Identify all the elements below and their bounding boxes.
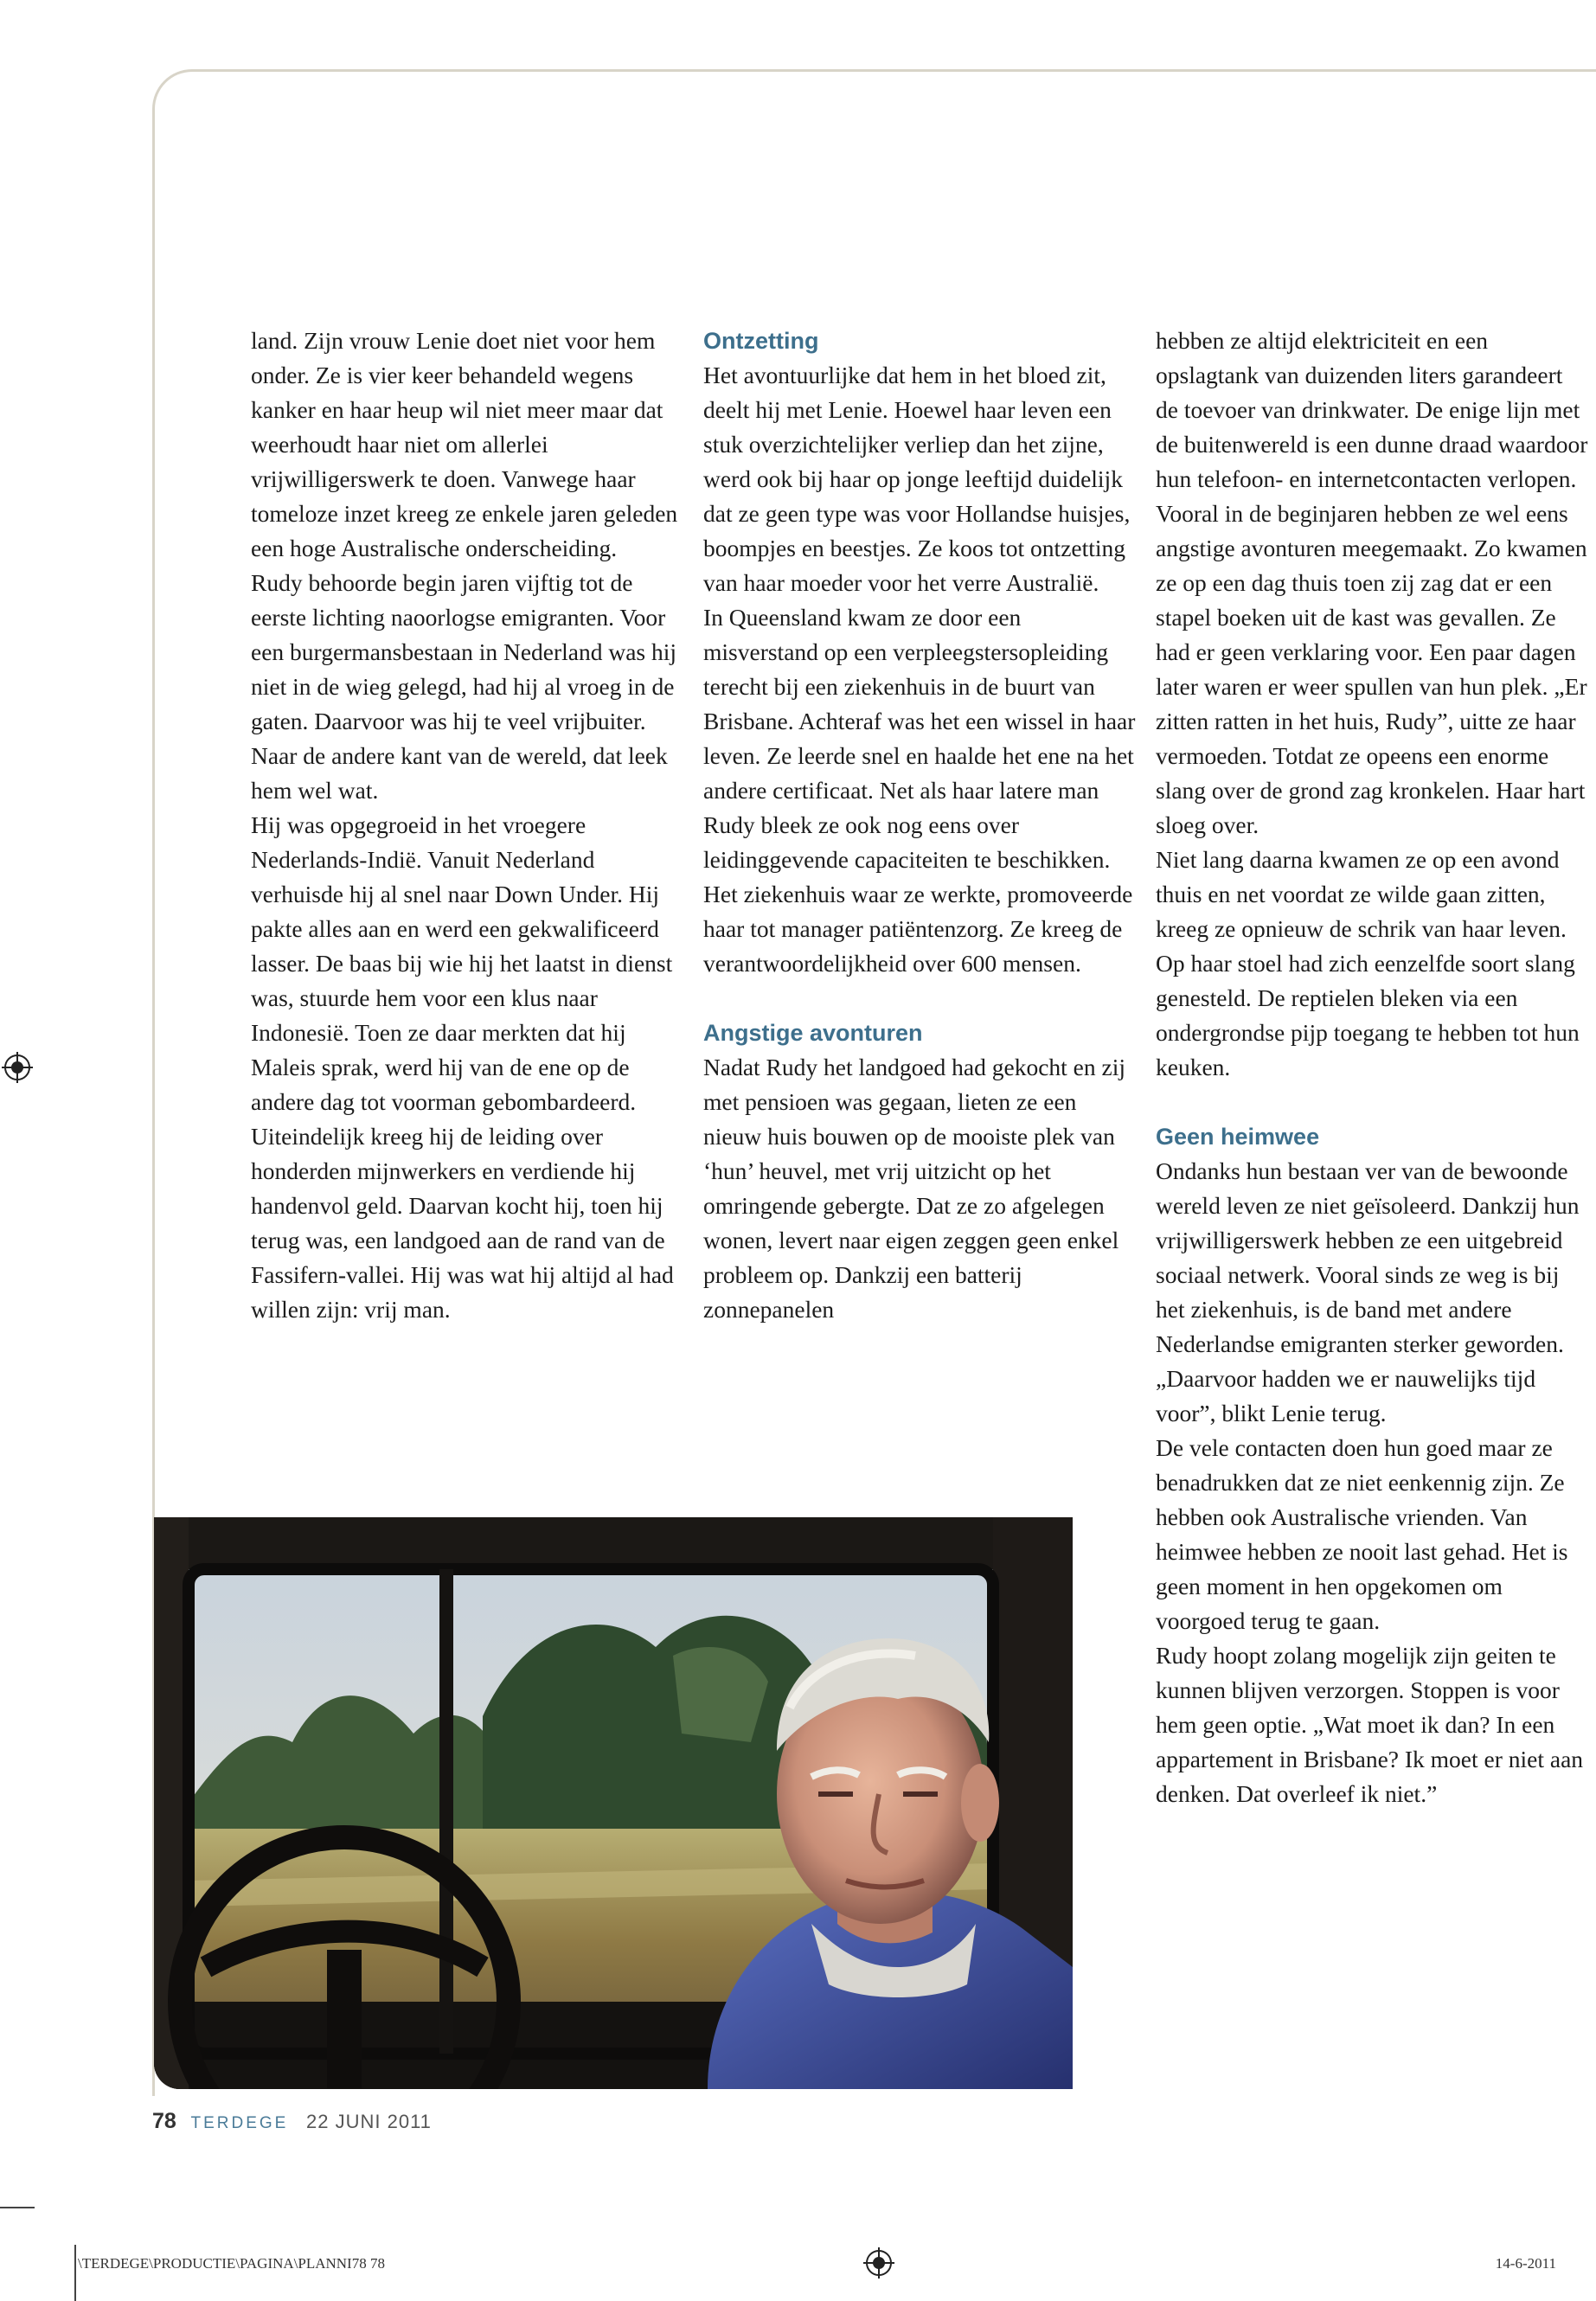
paragraph: Ondanks hun bestaan ver van de bewoonde wereld leven ze niet geïsoleerd. Dankzij hun vrijwilligerswerk hebben ze een uitgebreid sociaal netwerk. Vooral sinds ze weg is bij het ziekenhuis, is de band met andere Nederlandse emigranten sterker geworden. „Daarvoor hadden we er nauwelijks tijd voor”, blikt Lenie terug.	[1156, 1157, 1580, 1426]
paragraph: Hij was opgegroeid in het vroegere Nederlands-Indië. Vanuit Nederland verhuisde hij al snel naar Down Under. Hij pakte alles aan en werd een gekwalificeerd lasser. De baas bij wie hij het laatst in dienst was, stuurde hem voor een klus naar Indonesië. Toen ze daar merkten dat hij Maleis sprak, werd hij van de ene op de andere dag tot voorman gebombardeerd. Uiteindelijk kreeg hij de leiding over honderden mijnwerkers en verdiende hij handenvol geld. Daarvan kocht hij, toen hij terug was, een landgoed aan de rand van de Fassifern-vallei. Hij was wat hij altijd al had willen zijn: vrij man.	[251, 811, 674, 1323]
print-slug-date: 14-6-2011	[1495, 2255, 1556, 2272]
paragraph: Niet lang daarna kwamen ze op een avond thuis en net voordat ze wilde gaan zitten, kreeg ze opnieuw de schrik van haar leven. Op haar stoel had zich eenzelfde soort slang genesteld. De reptielen bleken via een ondergrondse pijp toegang te hebben tot hun keuken.	[1156, 846, 1580, 1080]
crop-mark	[0, 2207, 35, 2208]
paragraph: In Queensland kwam ze door een misverstand op een verpleegstersopleiding terecht bij een ziekenhuis in de buurt van Brisbane. Achteraf was het een wissel in haar leven. Ze leerde snel en haalde het ene na het andere certificaat. Net als haar latere man Rudy bleek ze ook nog eens over leidinggevende capaciteiten te beschikken. Het ziekenhuis waar ze werkte, promoveerde haar tot manager patiëntenzorg. Ze kreeg de verantwoordelijkheid over 600 mensen.	[703, 604, 1136, 977]
paragraph: Rudy hoopt zolang mogelijk zijn geiten te kunnen blijven verzorgen. Stoppen is voor hem geen optie. „Wat moet ik dan? In een appartement in Brisbane? Ik moet er niet aan denken. Dat overleef ik niet.”	[1156, 1642, 1584, 1807]
section-heading-ontzetting: Ontzetting	[703, 328, 819, 354]
registration-mark-icon	[2, 1052, 33, 1083]
paragraph: land. Zijn vrouw Lenie doet niet voor hem onder. Ze is vier keer behandeld wegens kanker en haar heup wil niet meer maar dat weerhoudt haar niet om allerlei vrijwilligerswerk te doen. Vanwege haar tomeloze inzet kreeg ze enkele jaren geleden een hoge Australische onderscheiding.	[251, 327, 678, 561]
print-slug-path: \TERDEGE\PRODUCTIE\PAGINA\PLANNI78 78	[78, 2255, 385, 2272]
registration-mark-icon	[863, 2247, 894, 2279]
page-number: 78	[152, 2109, 176, 2133]
article-column-1	[251, 324, 683, 1327]
magazine-name: TERDEGE	[190, 2114, 289, 2132]
article-column-3	[1156, 324, 1588, 1811]
paragraph: hebben ze altijd elektriciteit en een opslagtank van duizenden liters garandeert de toevoer van drinkwater. De enige lijn met de buitenwereld is een dunne draad waardoor hun telefoon- en internetcontacten verlopen. Vooral in de beginjaren hebben ze wel eens angstige avonturen meegemaakt. Zo kwamen ze op een dag thuis toen zij zag dat er een stapel boeken uit de kast was gevallen. Ze had er geen verklaring voor. Een paar dagen later waren er weer spullen van hun plek. „Er zitten ratten in het huis, Rudy”, uitte ze haar vermoeden. Totdat ze opeens een enorme slang over de grond zag kronkelen. Haar hart sloeg over.	[1156, 327, 1588, 838]
section-heading-angstige-avonturen: Angstige avonturen	[703, 1020, 923, 1046]
paragraph: Het avontuurlijke dat hem in het bloed zit, deelt hij met Lenie. Hoewel haar leven een stuk overzichtelijker verliep dan het zijne, werd ook bij haar op jonge leeftijd duidelijk dat ze geen type was voor Hollandse huisjes, boompjes en beestjes. Ze koos tot ontzetting van haar moeder voor het verre Australië.	[703, 362, 1131, 596]
section-heading-geen-heimwee: Geen heimwee	[1156, 1124, 1320, 1150]
paragraph: Nadat Rudy het landgoed had gekocht en zij met pensioen was gegaan, lieten ze een nieuw huis bouwen op de mooiste plek van ‘hun’ heuvel, met vrij uitzicht op het omringende gebergte. Dat ze zo afgelegen wonen, levert naar eigen zeggen geen enkel probleem op. Dankzij een batterij zonnepanelen	[703, 1054, 1125, 1323]
paragraph: Rudy behoorde begin jaren vijftig tot de eerste lichting naoorlogse emigranten. Voor een burgermansbestaan in Nederland was hij niet in de wieg gelegd, had hij al vroeg in de gaten. Daarvoor was hij te veel vrijbuiter. Naar de andere kant van de wereld, dat leek hem wel wat.	[251, 569, 677, 804]
article-column-2	[703, 324, 1136, 1327]
article-photo	[154, 1517, 1073, 2089]
issue-date: 22 JUNI 2011	[306, 2111, 432, 2132]
page-footer	[152, 2109, 432, 2134]
paragraph: De vele contacten doen hun goed maar ze benadrukken dat ze niet eenkennig zijn. Ze hebben ook Australische vrienden. Van heimwee hebben ze nooit last gehad. Het is geen moment in hen opgekomen om voorgoed terug te gaan.	[1156, 1434, 1568, 1634]
crop-mark	[74, 2245, 76, 2301]
photo-illustration	[154, 1517, 1073, 2089]
